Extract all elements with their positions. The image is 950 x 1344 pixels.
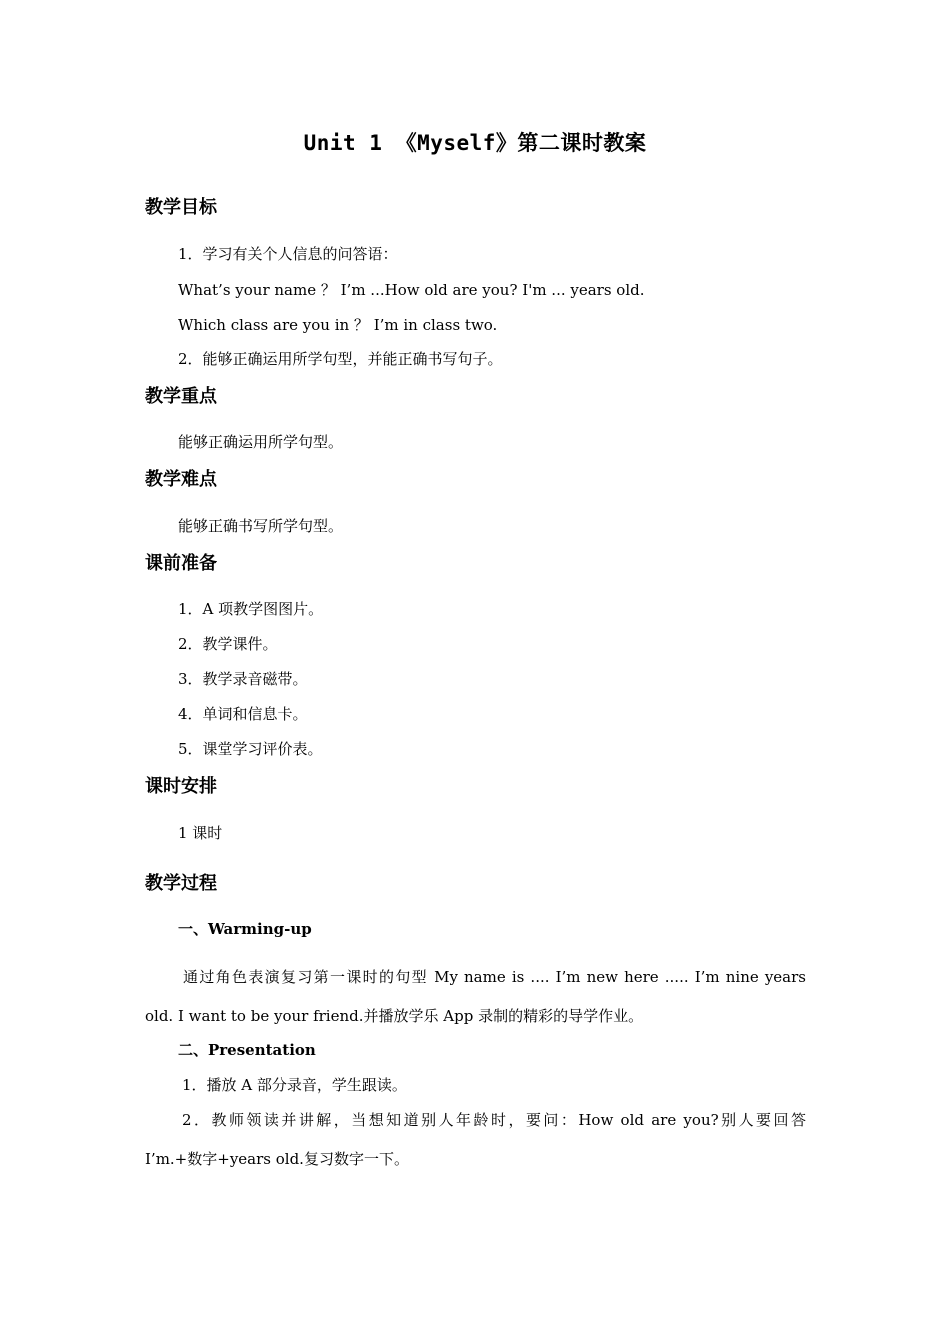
document-title: Unit 1 《Myself》第二课时教案 [303, 131, 647, 155]
preparation-line-1: 1．A 项教学图图片。 [178, 600, 324, 618]
warmup-title: 一、Warming-up [178, 920, 312, 938]
objective-line-2: What’s your name ？ I’m ...How old are you? I'm ... years old. [178, 281, 645, 299]
presentation-step-2 [145, 1109, 806, 1169]
heading-key-points: 教学重点 [145, 386, 217, 407]
heading-objectives: 教学目标 [145, 197, 217, 218]
preparation-line-3: 3．教学录音磁带。 [178, 670, 308, 688]
preparation-line-2: 2．教学课件。 [178, 635, 278, 653]
preparation-line-5: 5．课堂学习评价表。 [178, 740, 323, 758]
key-point-line: 能够正确运用所学句型。 [178, 433, 344, 451]
warmup-paragraph [145, 966, 806, 1026]
step2-line-1: 2．教师领读并讲解，当想知道别人年龄时，要问：How old are you?别人要回答 [182, 1111, 806, 1129]
schedule-line: 1 课时 [178, 824, 223, 842]
presentation-step-1: 1．播放 A 部分录音，学生跟读。 [182, 1076, 407, 1094]
objective-line-3: Which class are you in ？ I’m in class two. [178, 316, 498, 334]
presentation-title: 二、Presentation [178, 1041, 316, 1059]
objective-line-1: 1．学习有关个人信息的问答语： [178, 245, 398, 263]
warmup-line-2: old. I want to be your friend.并播放学乐 App 录制的精彩的导学作业。 [145, 1007, 644, 1025]
difficulty-line: 能够正确书写所学句型。 [178, 517, 344, 535]
heading-difficulties: 教学难点 [145, 469, 217, 490]
preparation-line-4: 4．单词和信息卡。 [178, 705, 308, 723]
step2-line-2: I’m.+数字+years old.复习数字一下。 [145, 1150, 409, 1168]
objective-line-4: 2．能够正确运用所学句型，并能正确书写句子。 [178, 350, 503, 368]
heading-process: 教学过程 [145, 873, 217, 894]
heading-schedule: 课时安排 [145, 776, 217, 797]
heading-preparation: 课前准备 [145, 553, 217, 574]
warmup-line-1: 通过角色表演复习第一课时的句型 My name is .... I’m new here ..... I’m nine years [183, 968, 806, 986]
